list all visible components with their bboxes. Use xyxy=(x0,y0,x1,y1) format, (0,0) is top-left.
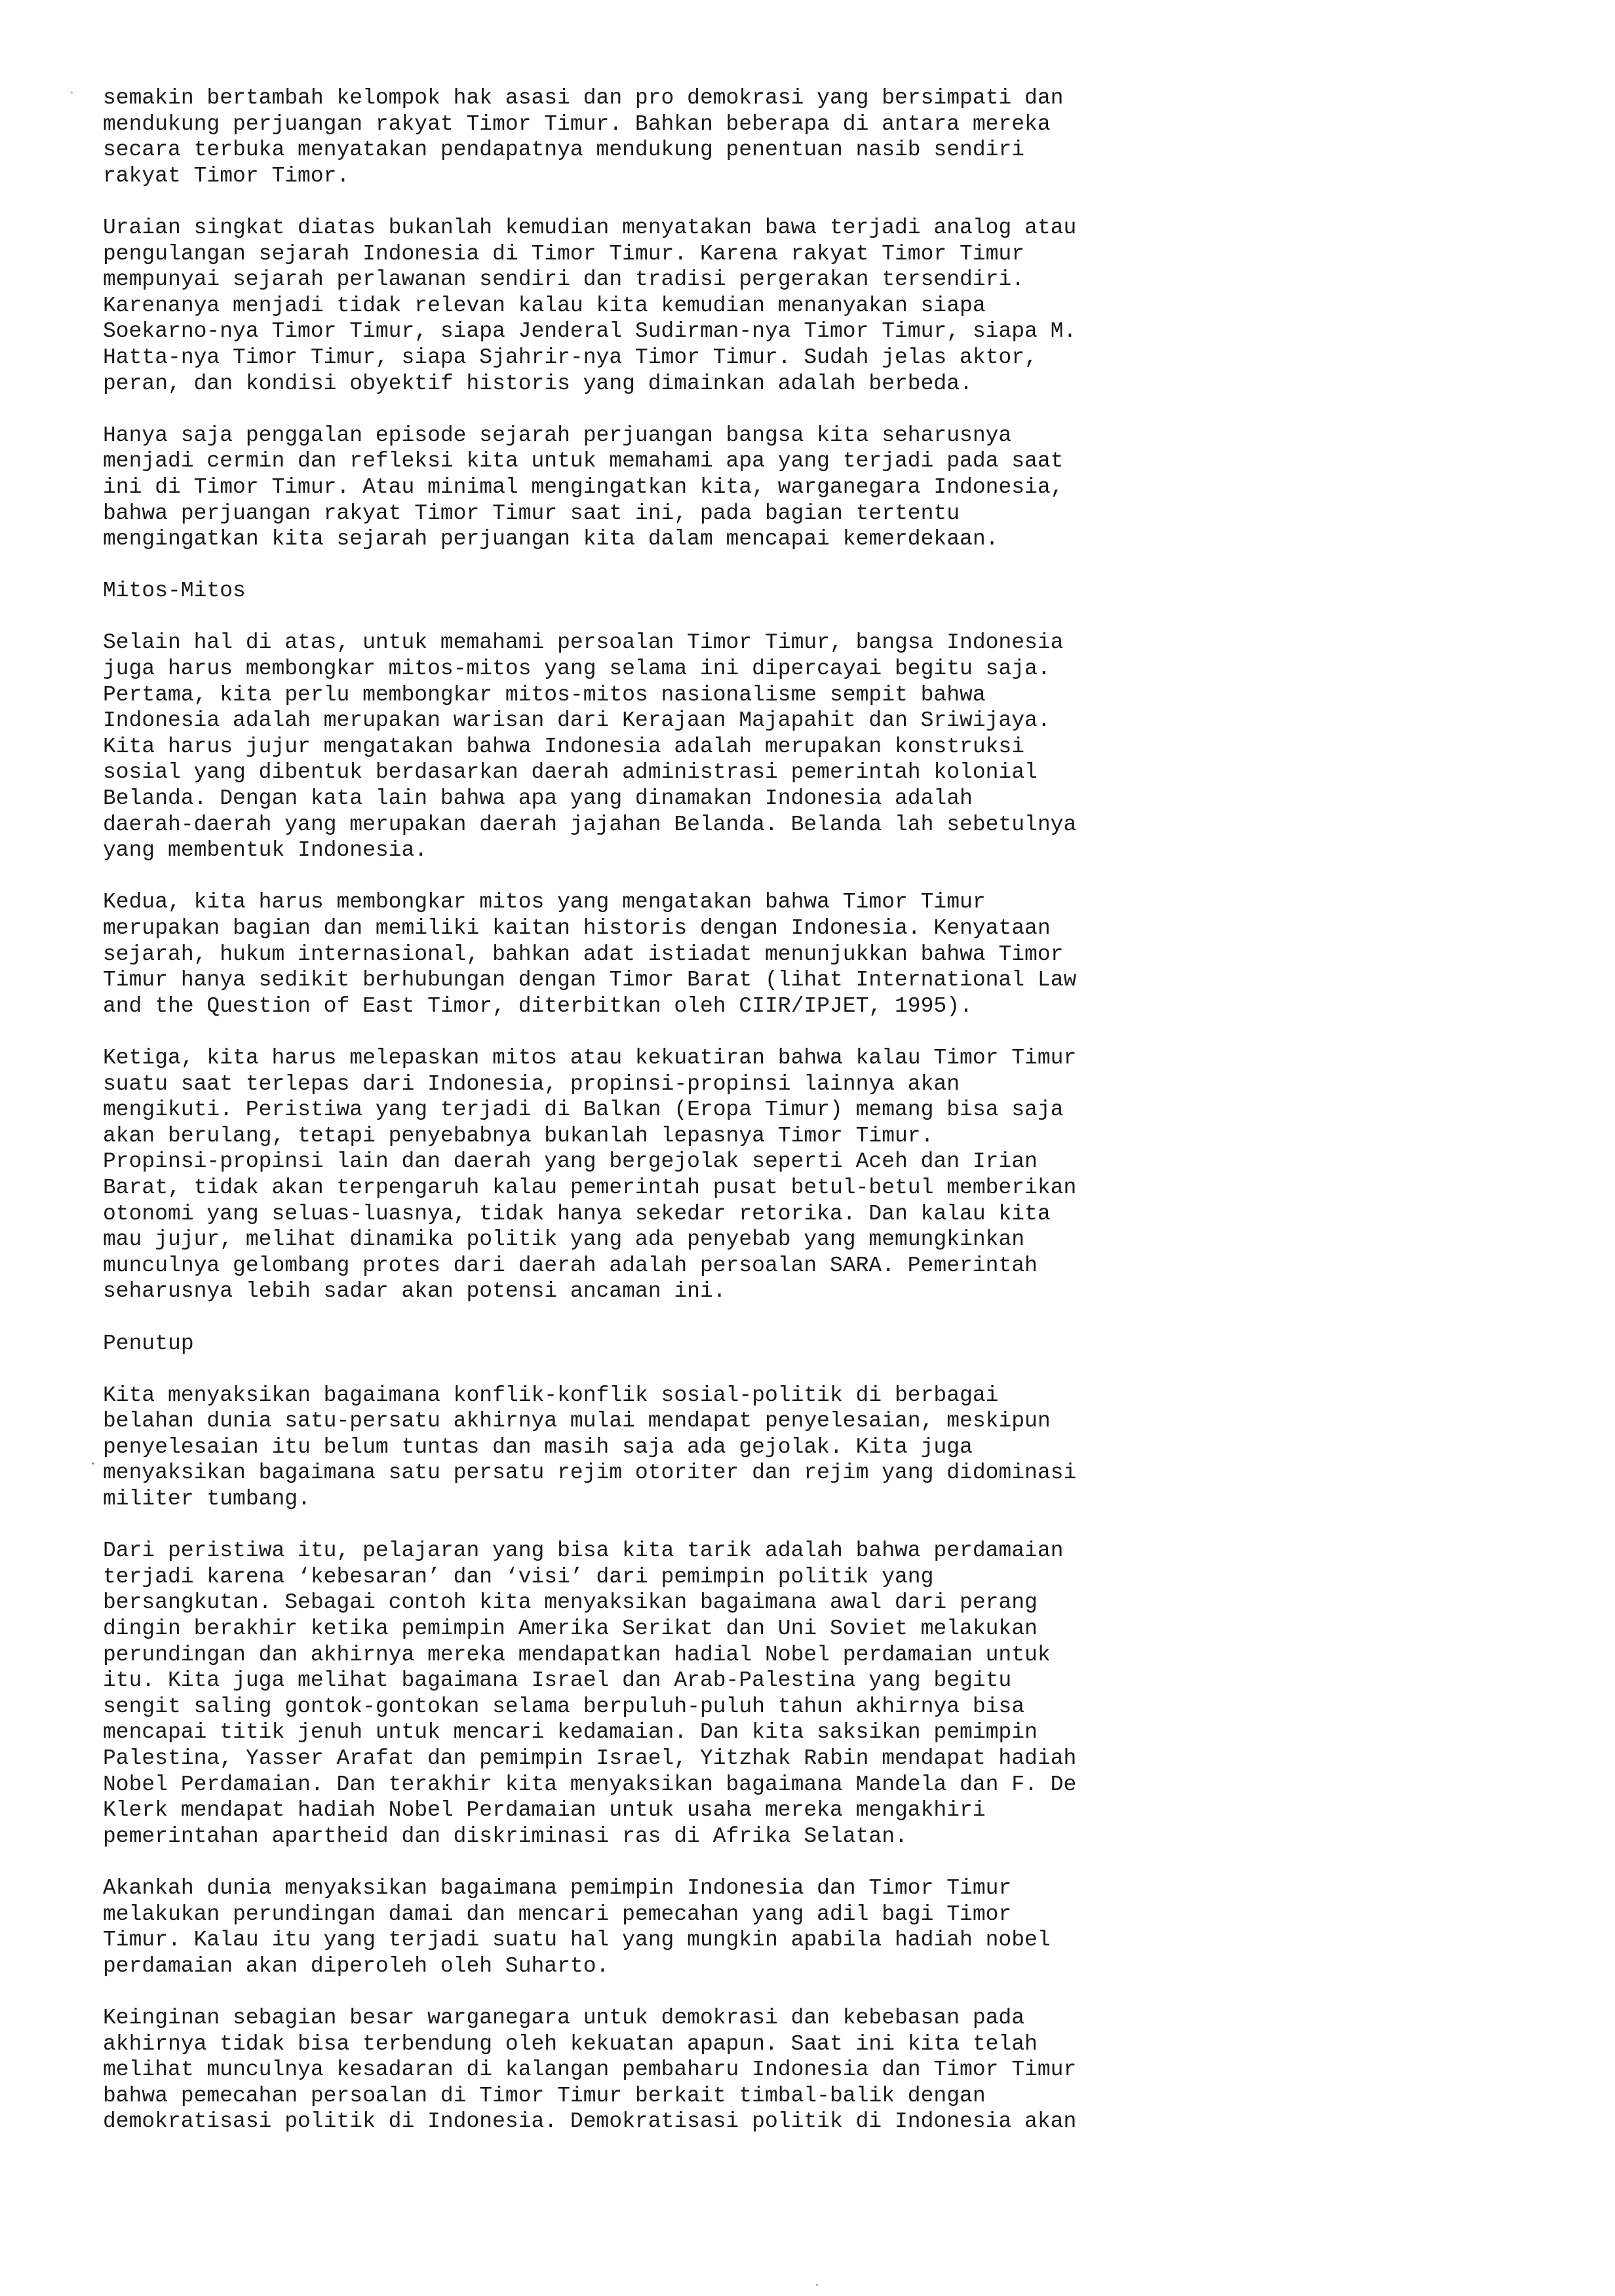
section-heading xyxy=(103,1331,1230,1357)
text-line: Kita harus jujur mengatakan bahwa Indonesia adalah merupakan konstruksi xyxy=(103,734,1025,759)
text-line: munculnya gelombang protes dari daerah adalah persoalan SARA. Pemerintah xyxy=(103,1253,1038,1278)
text-line: seharusnya lebih sadar akan potensi ancaman ini. xyxy=(103,1279,726,1304)
text-line: ini di Timor Timur. Atau minimal mengingatkan kita, warganegara Indonesia, xyxy=(103,474,1064,499)
text-line: Indonesia adalah merupakan warisan dari Kerajaan Majapahit dan Sriwijaya. xyxy=(103,708,1051,733)
text-line: Dari peristiwa itu, pelajaran yang bisa kita tarik adalah bahwa perdamaian xyxy=(103,1539,1064,1563)
text-line: pengulangan sejarah Indonesia di Timor Timur. Karena rakyat Timor Timur xyxy=(103,241,1025,266)
text-line: militer tumbang. xyxy=(103,1487,311,1512)
text-line: mengingatkan kita sejarah perjuangan kita dalam mencapai kemerdekaan. xyxy=(103,527,999,552)
document-body xyxy=(103,85,1230,2135)
text-line: Hatta-nya Timor Timur, siapa Sjahrir-nya Timor Timur. Sudah jelas aktor, xyxy=(103,345,1038,370)
text-line: Timur. Kalau itu yang terjadi suatu hal yang mungkin apabila hadiah nobel xyxy=(103,1928,1051,1953)
paragraph xyxy=(103,630,1230,863)
text-line: perundingan dan akhirnya mereka mendapatkan hadial Nobel perdamaian untuk xyxy=(103,1642,1051,1667)
text-line: semakin bertambah kelompok hak asasi dan pro demokrasi yang bersimpati dan xyxy=(103,86,1064,110)
text-line: Timur hanya sedikit berhubungan dengan Timor Barat (lihat International Law xyxy=(103,968,1077,993)
text-line: melihat munculnya kesadaran di kalangan pembaharu Indonesia dan Timor Timur xyxy=(103,2057,1077,2082)
text-line: Barat, tidak akan terpengaruh kalau pemerintah pusat betul-betul memberikan xyxy=(103,1175,1077,1200)
paragraph xyxy=(103,85,1230,189)
text-line: akhirnya tidak bisa terbendung oleh kekuatan apapun. Saat ini kita telah xyxy=(103,2031,1038,2056)
scan-speck xyxy=(92,1463,94,1464)
text-line: terjadi karena ‘kebesaran’ dan ‘visi’ dari pemimpin politik yang xyxy=(103,1564,934,1589)
section-heading xyxy=(103,578,1230,604)
text-line: dingin berakhir ketika pemimpin Amerika Serikat dan Uni Soviet melakukan xyxy=(103,1617,1038,1641)
text-line: Karenanya menjadi tidak relevan kalau kita kemudian menanyakan siapa xyxy=(103,293,986,318)
text-line: perdamaian akan diperoleh oleh Suharto. xyxy=(103,1953,610,1978)
text-line: Propinsi-propinsi lain dan daerah yang bergejolak seperti Aceh dan Irian xyxy=(103,1149,1038,1174)
text-line: penyelesaian itu belum tuntas dan masih saja ada gejolak. Kita juga xyxy=(103,1434,973,1459)
text-line: Kedua, kita harus membongkar mitos yang mengatakan bahwa Timor Timur xyxy=(103,890,986,915)
text-line: mempunyai sejarah perlawanan sendiri dan tradisi pergerakan tersendiri. xyxy=(103,267,1025,292)
paragraph xyxy=(103,2005,1230,2135)
text-line: daerah-daerah yang merupakan daerah jajahan Belanda. Belanda lah sebetulnya xyxy=(103,812,1077,837)
heading-text: Mitos-Mitos xyxy=(103,579,246,603)
text-line: bahwa perjuangan rakyat Timor Timur saat ini, pada bagian tertentu xyxy=(103,501,960,526)
text-line: Soekarno-nya Timor Timur, siapa Jenderal Sudirman-nya Timor Timur, siapa M. xyxy=(103,319,1077,344)
text-line: pemerintahan apartheid dan diskriminasi ras di Afrika Selatan. xyxy=(103,1824,908,1848)
text-line: juga harus membongkar mitos-mitos yang selama ini dipercayai begitu saja. xyxy=(103,657,1051,681)
text-line: Ketiga, kita harus melepaskan mitos atau kekuatiran bahwa kalau Timor Timur xyxy=(103,1045,1077,1070)
paragraph xyxy=(103,889,1230,1019)
text-line: merupakan bagian dan memiliki kaitan historis dengan Indonesia. Kenyataan xyxy=(103,916,1051,940)
text-line: secara terbuka menyatakan pendapatnya mendukung penentuan nasib sendiri xyxy=(103,138,1025,163)
text-line: mau jujur, melihat dinamika politik yang ada penyebab yang memungkinkan xyxy=(103,1227,1025,1252)
text-line: and the Question of East Timor, diterbitkan oleh CIIR/IPJET, 1995). xyxy=(103,993,973,1018)
text-line: sosial yang dibentuk berdasarkan daerah administrasi pemerintah kolonial xyxy=(103,760,1038,785)
text-line: bahwa pemecahan persoalan di Timor Timur berkait timbal-balik dengan xyxy=(103,2083,986,2108)
text-line: akan berulang, tetapi penyebabnya bukanlah lepasnya Timor Timur. xyxy=(103,1123,934,1148)
text-line: belahan dunia satu-persatu akhirnya mulai mendapat penyelesaian, meskipun xyxy=(103,1409,1051,1434)
text-line: mengikuti. Peristiwa yang terjadi di Balkan (Eropa Timur) memang bisa saja xyxy=(103,1098,1064,1122)
heading-text: Penutup xyxy=(103,1331,194,1356)
text-line: mencapai titik jenuh untuk mencari kedamaian. Dan kita saksikan pemimpin xyxy=(103,1720,1038,1745)
text-line: bersangkutan. Sebagai contoh kita menyaksikan bagaimana awal dari perang xyxy=(103,1590,1038,1615)
text-line: sengit saling gontok-gontokan selama berpuluh-puluh tahun akhirnya bisa xyxy=(103,1694,1025,1719)
scan-speck xyxy=(71,92,73,93)
text-line: suatu saat terlepas dari Indonesia, propinsi-propinsi lainnya akan xyxy=(103,1071,960,1096)
text-line: mendukung perjuangan rakyat Timor Timur. Bahkan beberapa di antara mereka xyxy=(103,111,1051,136)
text-line: Kita menyaksikan bagaimana konflik-konflik sosial-politik di berbagai xyxy=(103,1383,999,1407)
paragraph xyxy=(103,1383,1230,1512)
text-line: Nobel Perdamaian. Dan terakhir kita menyaksikan bagaimana Mandela dan F. De xyxy=(103,1772,1077,1797)
text-line: Uraian singkat diatas bukanlah kemudian menyatakan bawa terjadi analog atau xyxy=(103,215,1077,240)
document-page xyxy=(103,85,1230,2161)
text-line: yang membentuk Indonesia. xyxy=(103,838,428,863)
text-line: peran, dan kondisi obyektif historis yang dimainkan adalah berbeda. xyxy=(103,371,973,396)
text-line: menjadi cermin dan refleksi kita untuk memahami apa yang terjadi pada saat xyxy=(103,449,1064,474)
text-line: Palestina, Yasser Arafat dan pemimpin Israel, Yitzhak Rabin mendapat hadiah xyxy=(103,1746,1077,1770)
text-line: Keinginan sebagian besar warganegara untuk demokrasi dan kebebasan pada xyxy=(103,2005,1025,2030)
text-line: Klerk mendapat hadiah Nobel Perdamaian untuk usaha mereka mengakhiri xyxy=(103,1798,986,1823)
paragraph xyxy=(103,423,1230,552)
paragraph xyxy=(103,1538,1230,1849)
text-line: Selain hal di atas, untuk memahami persoalan Timor Timur, bangsa Indonesia xyxy=(103,630,1064,655)
scan-speck xyxy=(816,2284,818,2286)
text-line: Pertama, kita perlu membongkar mitos-mitos nasionalisme sempit bahwa xyxy=(103,682,986,707)
paragraph xyxy=(103,1045,1230,1305)
paragraph xyxy=(103,215,1230,396)
text-line: menyaksikan bagaimana satu persatu rejim otoriter dan rejim yang didominasi xyxy=(103,1461,1077,1485)
text-line: rakyat Timor Timor. xyxy=(103,163,350,188)
text-line: otonomi yang seluas-luasnya, tidak hanya sekedar retorika. Dan kalau kita xyxy=(103,1201,1051,1226)
text-line: Belanda. Dengan kata lain bahwa apa yang dinamakan Indonesia adalah xyxy=(103,786,973,811)
text-line: itu. Kita juga melihat bagaimana Israel dan Arab-Palestina yang begitu xyxy=(103,1668,1012,1693)
text-line: sejarah, hukum internasional, bahkan adat istiadat menunjukkan bahwa Timor xyxy=(103,942,1064,966)
text-line: Hanya saja penggalan episode sejarah perjuangan bangsa kita seharusnya xyxy=(103,423,1012,448)
paragraph xyxy=(103,1875,1230,1979)
text-line: demokratisasi politik di Indonesia. Demokratisasi politik di Indonesia akan xyxy=(103,2109,1077,2134)
text-line: Akankah dunia menyaksikan bagaimana pemimpin Indonesia dan Timor Timur xyxy=(103,1875,1012,1900)
text-line: melakukan perundingan damai dan mencari pemecahan yang adil bagi Timor xyxy=(103,1902,1012,1926)
